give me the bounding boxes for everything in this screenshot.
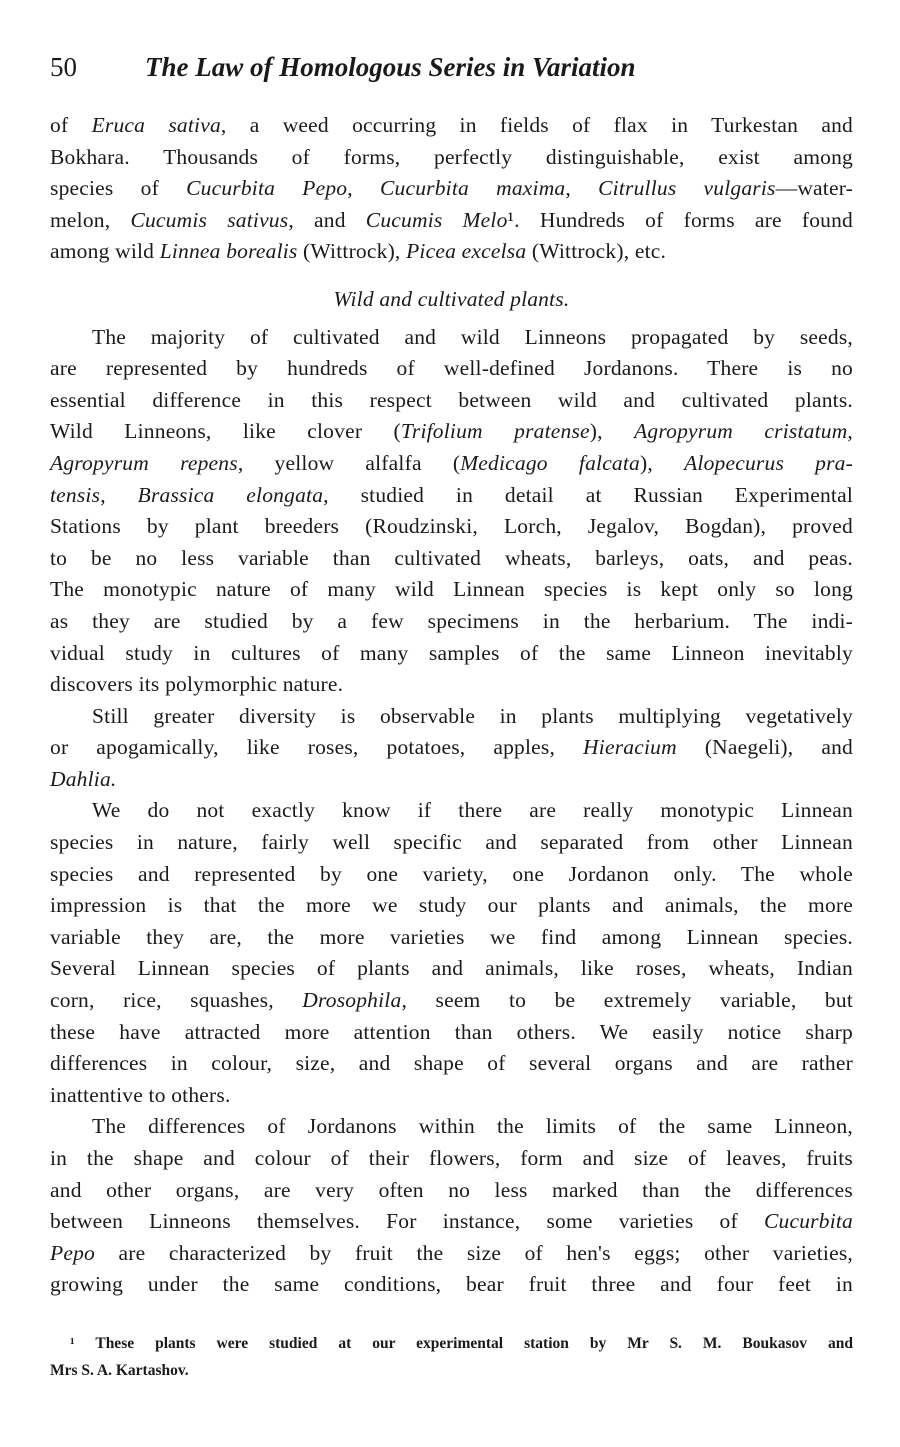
text-run: inattentive to others. [50, 1082, 231, 1107]
page-body [50, 110, 853, 1301]
text-run: or apogamically, like roses, potatoes, apples, [50, 735, 584, 760]
text-line [50, 732, 853, 764]
text-run: , [347, 176, 380, 201]
text-run: , [100, 482, 138, 507]
text-run: , studied in detail at Russian Experimental [323, 482, 854, 507]
text-line [50, 110, 853, 142]
text-run: variable they are, the more varieties we find among Linnean species. [50, 924, 853, 949]
text-run: ), [589, 419, 635, 444]
italic-term: Linnea borealis [159, 239, 298, 264]
text-run: are represented by hundreds of well-defined Jordanons. There is no [50, 356, 853, 381]
text-line [50, 511, 853, 543]
text-run: , [847, 419, 853, 444]
text-run: Bokhara. Thousands of forms, perfectly distinguishable, exist among [50, 144, 853, 169]
text-run: of [50, 113, 92, 137]
text-run: (Wittrock), [297, 239, 407, 264]
paragraph [50, 1111, 853, 1301]
text-line [50, 1175, 853, 1207]
text-line [50, 1048, 853, 1080]
text-run: Stations by plant breeders (Roudzinski, Lorch, Jegalov, Bogdan), proved [50, 514, 853, 539]
text-run: among wild [50, 239, 160, 264]
italic-term: Trifolium pratense [400, 419, 590, 444]
text-line [50, 1080, 853, 1112]
text-line [50, 543, 853, 575]
italic-term: Drosophila [302, 988, 402, 1013]
italic-term: Citrullus vulgaris [598, 176, 776, 201]
text-line [50, 284, 853, 316]
footnote-line [50, 1330, 853, 1357]
text-line [50, 1111, 853, 1143]
text-line [50, 890, 853, 922]
italic-term: Agropyrum repens [50, 450, 238, 475]
italic-term: Alopecurus pra- [684, 450, 853, 475]
text-run: and other organs, are very often no less marked than the differences [50, 1177, 853, 1202]
text-run: Several Linnean species of plants and animals, like roses, wheats, Indian [50, 956, 853, 981]
text-line [50, 922, 853, 954]
text-line [50, 353, 853, 385]
text-run: We do not exactly know if there are really monotypic Linnean [92, 798, 853, 823]
text-run: discovers its polymorphic nature. [50, 672, 344, 697]
text-line [50, 669, 853, 701]
text-line [50, 480, 853, 512]
text-run: between Linneons themselves. For instance, some varieties of [50, 1209, 764, 1234]
text-line [50, 764, 853, 796]
text-run: , seem to be extremely variable, but [401, 988, 853, 1013]
text-run: vidual study in cultures of many samples of the same Linneon inevitably [50, 640, 853, 665]
italic-term: Cucurbita Pepo [186, 176, 348, 201]
text-run: in the shape and colour of their flowers, form and size of leaves, fruits [50, 1146, 853, 1170]
text-run: are characterized by fruit the size of hen's eggs; other varieties, [94, 1240, 853, 1265]
italic-term: Brassica elongata [137, 482, 324, 507]
text-line [50, 827, 853, 859]
text-line [50, 638, 853, 670]
text-line [50, 859, 853, 891]
text-run: (Wittrock), etc. [526, 239, 667, 264]
text-run: The differences of Jordanons within the limits of the same Linneon, [92, 1114, 853, 1139]
text-run: ¹ These plants were studied at our experimental station by Mr S. M. Boukasov and [70, 1335, 853, 1352]
text-line [50, 606, 853, 638]
text-run: corn, rice, squashes, [50, 988, 303, 1013]
text-line [50, 985, 853, 1017]
section-heading [50, 284, 853, 316]
paragraph [50, 795, 853, 1111]
italic-term: Eruca sativa [91, 113, 221, 137]
text-line [50, 574, 853, 606]
text-run: (Naegeli), and [676, 735, 854, 760]
italic-term: Picea excelsa [406, 239, 527, 264]
text-run: The majority of cultivated and wild Linneons propagated by seeds, [92, 324, 853, 349]
text-line [50, 701, 853, 733]
text-run: —water- [775, 176, 853, 201]
text-run: , a weed occurring in fields of flax in Turkestan and [220, 113, 853, 137]
text-run: Wild and cultivated plants. [333, 286, 570, 311]
italic-term: Cucumis sativus [130, 207, 289, 232]
text-run: , [565, 176, 599, 201]
paragraph [50, 701, 853, 796]
italic-term: Cucurbita maxima [379, 176, 566, 201]
text-line [50, 1238, 853, 1270]
text-run: , and [288, 207, 366, 232]
text-run: species of [50, 176, 187, 201]
text-line [50, 236, 853, 268]
italic-term: Hieracium [583, 735, 677, 760]
text-run: essential difference in this respect between wild and cultivated plants. [50, 387, 853, 412]
paragraph [50, 110, 853, 268]
text-run: impression is that the more we study our plants and animals, the more [50, 893, 853, 918]
italic-term: tensis [50, 482, 101, 507]
paragraph [50, 322, 853, 701]
text-line [50, 1206, 853, 1238]
text-run: ¹. Hundreds of forms are found [507, 207, 853, 232]
text-run: ), [640, 450, 685, 475]
text-line [50, 173, 853, 205]
text-run: as they are studied by a few specimens in the herbarium. The indi- [50, 608, 853, 633]
text-run: to be no less variable than cultivated wheats, barleys, oats, and peas. [50, 545, 853, 570]
text-line [50, 795, 853, 827]
text-run: growing under the same conditions, bear fruit three and four feet in [50, 1272, 853, 1297]
text-line [50, 322, 853, 354]
text-line [50, 205, 853, 237]
italic-term: Pepo [50, 1240, 95, 1265]
text-run: melon, [50, 207, 131, 232]
italic-term: Dahlia. [50, 766, 117, 791]
italic-term: Cucumis Melo [365, 207, 508, 232]
text-run: Wild Linneons, like clover ( [50, 419, 401, 444]
text-line [50, 142, 853, 174]
footnote [50, 1330, 853, 1384]
italic-term: Cucurbita [764, 1209, 853, 1234]
text-run: species and represented by one variety, one Jordanon only. The whole [50, 861, 853, 886]
text-run: Mrs S. A. Kartashov. [50, 1362, 189, 1379]
text-run: species in nature, fairly well specific and separated from other Linnean [50, 830, 853, 855]
text-run: The monotypic nature of many wild Linnean species is kept only so long [50, 577, 853, 602]
text-line [50, 448, 853, 480]
text-line [50, 1143, 853, 1175]
italic-term: Agropyrum cristatum [634, 419, 848, 444]
running-title: The Law of Homologous Series in Variation [145, 52, 636, 82]
text-line [50, 416, 853, 448]
italic-term: Medicago falcata [460, 450, 641, 475]
text-run: , yellow alfalfa ( [237, 450, 461, 475]
text-run: these have attracted more attention than others. We easily notice sharp [50, 1019, 853, 1044]
text-line [50, 953, 853, 985]
running-header [50, 52, 810, 83]
text-run: Still greater diversity is observable in plants multiplying vegetatively [92, 703, 853, 728]
text-run: differences in colour, size, and shape of several organs and are rather [50, 1051, 853, 1076]
page-number: 50 [50, 52, 77, 82]
footnote-line [50, 1357, 853, 1384]
text-line [50, 1017, 853, 1049]
text-line [50, 1269, 853, 1301]
text-line [50, 385, 853, 417]
